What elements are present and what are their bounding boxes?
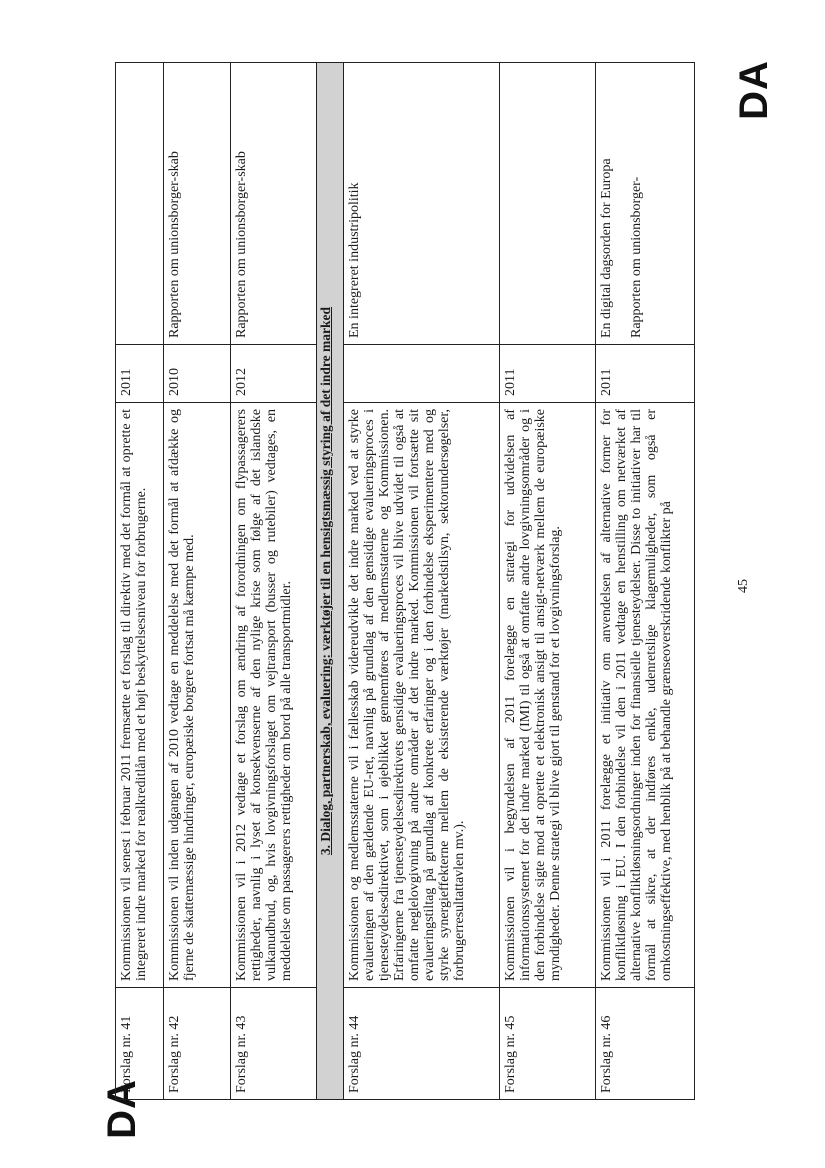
proposal-reference: En integreret industripolitik [344, 63, 500, 345]
proposal-year [344, 345, 500, 403]
table-row [499, 63, 596, 1100]
proposal-year: 2011 [116, 345, 164, 403]
table-row [116, 63, 164, 1100]
language-tag-bottom: DA [100, 1079, 144, 1139]
proposal-label: Forslag nr. 43 [231, 988, 317, 1100]
language-tag-top: DA [732, 60, 776, 120]
proposal-reference [116, 63, 164, 345]
page-number: 45 [736, 579, 751, 593]
proposal-year: 2011 [499, 345, 596, 403]
proposal-label: Forslag nr. 46 [596, 988, 695, 1100]
proposal-reference: En digital dagsorden for Europa Rapporten om unionsborger- [596, 63, 695, 345]
proposal-text: Kommissionen vil i 2011 forelægge et initiativ om anvendelsen af alternative former for konfliktløsning i EU. I den forbindelse vil den i 2011 vedtage en henstilling om netværket af alternative konfliktløsningsordninger inden for finansielle tjenesteydelser. Disse to initiativer har til formål at sikre, at der indføres enkle, udenretslige klagemuligheder, som også er omkostningseffektive, med henblik på at behandle grænseoverskridende konflikter på [596, 403, 695, 988]
table-row [344, 63, 500, 1100]
proposal-text: Kommissionen vil i 2012 vedtage et forslag om ændring af forordningen om flypassagerers rettigheder, navnlig i lyset af konsekvenserne af den nylige krise som følge af det islandske vulkanudbrud, og, hvis lovgivningsforslaget om vejtransport (busser og rutebiler) vedtages, en meddelelse om passagerers rettigheder om bord på alle transportmidler. [231, 403, 317, 988]
proposal-reference: Rapporten om unionsborger-skab [163, 63, 230, 345]
proposal-label: Forslag nr. 41 [116, 988, 164, 1100]
proposal-reference: Rapporten om unionsborger-skab [231, 63, 317, 345]
table-row [596, 63, 695, 1100]
proposal-year: 2012 [231, 345, 317, 403]
section-heading-row [317, 63, 344, 1100]
proposal-label: Forslag nr. 42 [163, 988, 230, 1100]
proposals-table [115, 62, 695, 1100]
proposal-year: 2010 [163, 345, 230, 403]
proposal-label: Forslag nr. 44 [344, 988, 500, 1100]
proposal-label: Forslag nr. 45 [499, 988, 596, 1100]
proposal-text: Kommissionen vil i begyndelsen af 2011 forelægge en strategi for udvidelsen af informationssystemet for det indre marked (IMI) til også at omfatte andre lovgivningsområder og i den forbindelse sigte mod at oprette et elektronisk ansigt til ansigt-netværk mellem de europæiske myndigheder. Denne strategi vil blive gjort til genstand for et lovgivningsforslag. [499, 403, 596, 988]
table-row [231, 63, 317, 1100]
proposal-text: Kommissionen og medlemsstaterne vil i fællesskab videreudvikle det indre marked ved at styrke evalueringen af den gældende EU-ret, navnlig på grundlag af den gensidige evalueringsproces i tjenesteydelsesdirektivet, som i øjeblikket gennemføres af medlemsstaterne og Kommissionen. Erfaringerne fra tjenesteydelsesdirektivets gensidige evalueringsproces vil blive udvidet til også at omfatte neglelovgivning på andre områder af det indre marked. Kommissionen vil fortsætte sit evalueringstiltag på grundlag af konkrete erfaringer og i den forbindelse eksperimentere med og styrke synergieffekterne mellem de eksisterende værktøjer (markedstilsyn, sektorundersøgelser, forbrugerresultattavlen mv.). [344, 403, 500, 988]
proposal-text: Kommissionen vil inden udgangen af 2010 vedtage en meddelelse med det formål at afdække og fjerne de skattemæssige hindringer, europæiske borgere fortsat må kæmpe med. [163, 403, 230, 988]
table-row [163, 63, 230, 1100]
section-heading-text: 3. Dialog, partnerskab, evaluering: værktøjer til en hensigtsmæssig styring af det indre marked [318, 306, 334, 856]
proposal-reference [499, 63, 596, 345]
section-heading [317, 63, 344, 1100]
rotated-table-container [115, 62, 695, 1100]
proposal-text: Kommissionen vil senest i februar 2011 fremsætte et forslag til direktiv med det formål at oprette et integreret indre marked for realkreditlån med et højt beskyttelsesniveau for forbrugerne. [116, 403, 164, 988]
proposal-year: 2011 [596, 345, 695, 403]
